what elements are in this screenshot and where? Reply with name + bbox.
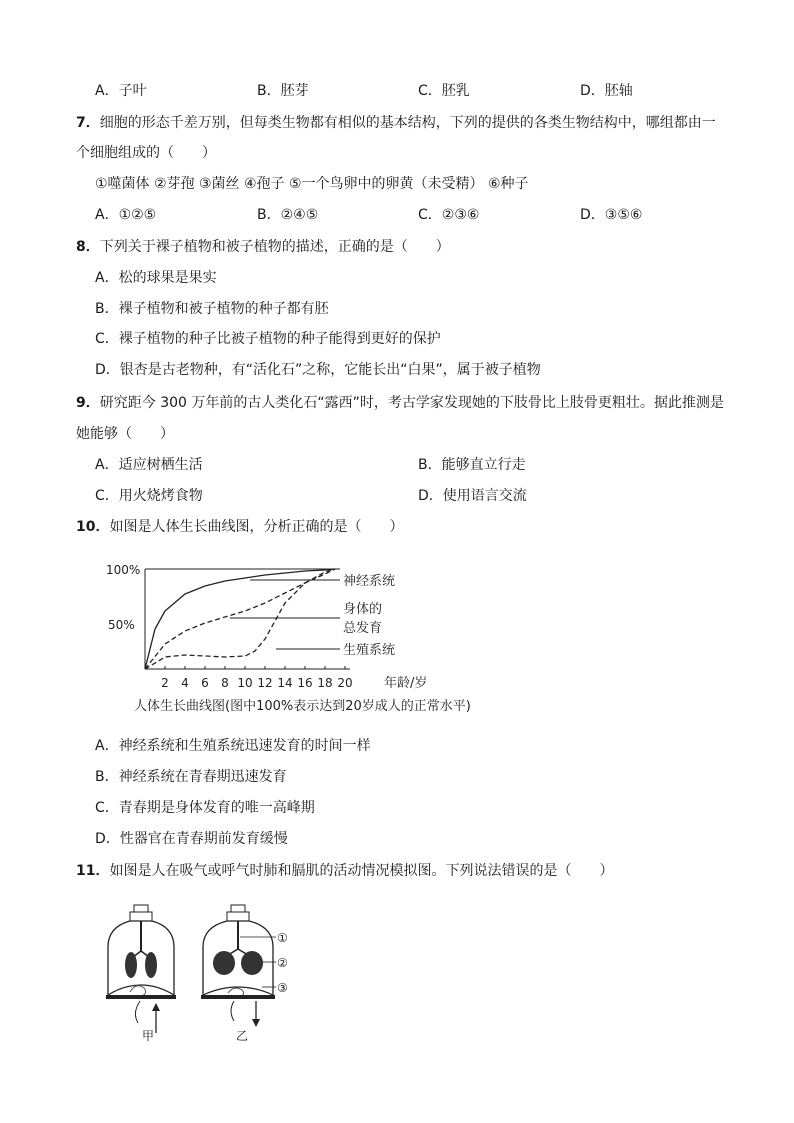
- jar-yi: [201, 905, 288, 1043]
- series-body-line: [145, 569, 335, 669]
- q9-stem-line1: [76, 393, 724, 413]
- lung-model-figure: [90, 895, 410, 1055]
- q7-number: 7．: [76, 115, 100, 131]
- q10-stem-text: 如图是人体生长曲线图，分析正确的是（ ）: [109, 519, 404, 535]
- chart-caption: 人体生长曲线图(图中100%表示达到20岁成人的正常水平): [134, 699, 471, 714]
- label-body-2: 总发育: [343, 621, 383, 636]
- x-tick-label: 14: [277, 676, 293, 690]
- q7-items: ①噬菌体 ②芽孢 ③菌丝 ④孢子 ⑤一个鸟卵中的卵黄（未受精） ⑥种子: [95, 176, 529, 192]
- label-jia: 甲: [142, 1029, 155, 1043]
- q10-number: 10．: [76, 519, 110, 535]
- lung-left-jia: [125, 952, 137, 978]
- q8-option-b: B．裸子植物和被子植物的种子都有胚: [95, 301, 329, 317]
- q9-options-row1: [0, 455, 794, 475]
- q7-options: [0, 205, 794, 225]
- lung-right-jia: [145, 952, 157, 978]
- q9-option-a: A．适应树栖生活: [95, 457, 203, 473]
- series-reproductive-line: [145, 569, 335, 669]
- q9-options-row2: [0, 486, 794, 506]
- q9-option-b: B．能够直立行走: [418, 457, 526, 473]
- q8-number: 8．: [76, 239, 100, 255]
- x-tick-label: 10: [237, 676, 253, 690]
- q10-stem: [76, 517, 403, 537]
- marker-2: ②: [277, 956, 288, 970]
- x-tick-label: 6: [201, 676, 209, 690]
- x-tick-labels: [161, 666, 352, 690]
- lung-right-yi: [241, 951, 263, 975]
- q7-stem-text: 细胞的形态千差万别，但每类生物都有相似的基本结构，下列的提供的各类生物结构中，哪组都由一: [99, 115, 716, 131]
- x-tick-label: 12: [257, 676, 273, 690]
- x-tick-label: 2: [161, 676, 169, 690]
- q10-option-c: C．青春期是身体发育的唯一高峰期: [95, 800, 315, 816]
- x-tick-label: 4: [181, 676, 189, 690]
- q7-option-b: B．②④⑤: [257, 207, 319, 223]
- x-tick-label: 8: [221, 676, 229, 690]
- growth-chart: [0, 550, 794, 750]
- q8-stem-text: 下列关于裸子植物和被子植物的描述，正确的是（ ）: [99, 239, 450, 255]
- y-tick-100: 100%: [106, 563, 141, 577]
- jar-jia: [106, 905, 176, 1043]
- q6-option-c: C．胚乳: [418, 83, 470, 99]
- q7-option-a: A．①②⑤: [95, 207, 157, 223]
- q9-option-d: D．使用语言交流: [418, 488, 527, 504]
- chart-axes: [145, 569, 350, 669]
- label-nervous: 神经系统: [343, 574, 396, 589]
- q11-stem-text: 如图是人在吸气或呼气时肺和膈肌的活动情况模拟图。下列说法错误的是（ ）: [109, 863, 614, 879]
- q6-option-a: A．子叶: [95, 83, 147, 99]
- q10-option-a: A．神经系统和生殖系统迅速发育的时间一样: [95, 738, 371, 754]
- q9-number: 9．: [76, 395, 100, 411]
- q6-option-d: D．胚轴: [580, 83, 633, 99]
- marker-3: ③: [277, 981, 288, 995]
- q10-option-d: D．性器官在青春期前发育缓慢: [95, 831, 288, 847]
- q9-stem-line2: 她能够（ ）: [76, 426, 174, 442]
- series-nervous-line: [145, 569, 335, 669]
- q8-option-c: C．裸子植物的种子比被子植物的种子能得到更好的保护: [95, 331, 441, 347]
- chart-series: [145, 569, 335, 669]
- q7-stem-line2: 个细胞组成的（ ）: [76, 145, 216, 161]
- q11-stem: [76, 861, 613, 881]
- q9-stem-text: 研究距今 300 万年前的古人类化石“露西”时，考古学家发现她的下肢骨比上肢骨更粗壮。据此推测是: [99, 395, 724, 411]
- q8-stem: [76, 237, 450, 257]
- x-tick-label: 16: [297, 676, 313, 690]
- q10-option-b: B．神经系统在青春期迅速发育: [95, 769, 287, 785]
- q6-options: [0, 81, 794, 101]
- q8-option-d: D．银杏是古老物种，有“活化石”之称，它能长出“白果”，属于被子植物: [95, 362, 541, 378]
- lung-left-yi: [213, 951, 235, 975]
- label-body-1: 身体的: [343, 602, 383, 617]
- y-tick-50: 50%: [108, 618, 135, 632]
- q9-option-c: C．用火烧烤食物: [95, 488, 203, 504]
- q11-number: 11．: [76, 863, 110, 879]
- q7-option-d: D．③⑤⑥: [580, 207, 643, 223]
- label-reproductive: 生殖系统: [343, 643, 396, 658]
- q7-option-c: C．②③⑥: [418, 207, 480, 223]
- label-yi: 乙: [236, 1029, 249, 1043]
- x-tick-label: 20: [337, 676, 353, 690]
- x-tick-label: 18: [317, 676, 333, 690]
- q6-option-b: B．胚芽: [257, 83, 309, 99]
- q8-option-a: A．松的球果是果实: [95, 270, 217, 286]
- x-axis-label: 年龄/岁: [384, 676, 428, 691]
- q7-stem-line1: [76, 113, 716, 133]
- marker-1: ①: [277, 931, 288, 945]
